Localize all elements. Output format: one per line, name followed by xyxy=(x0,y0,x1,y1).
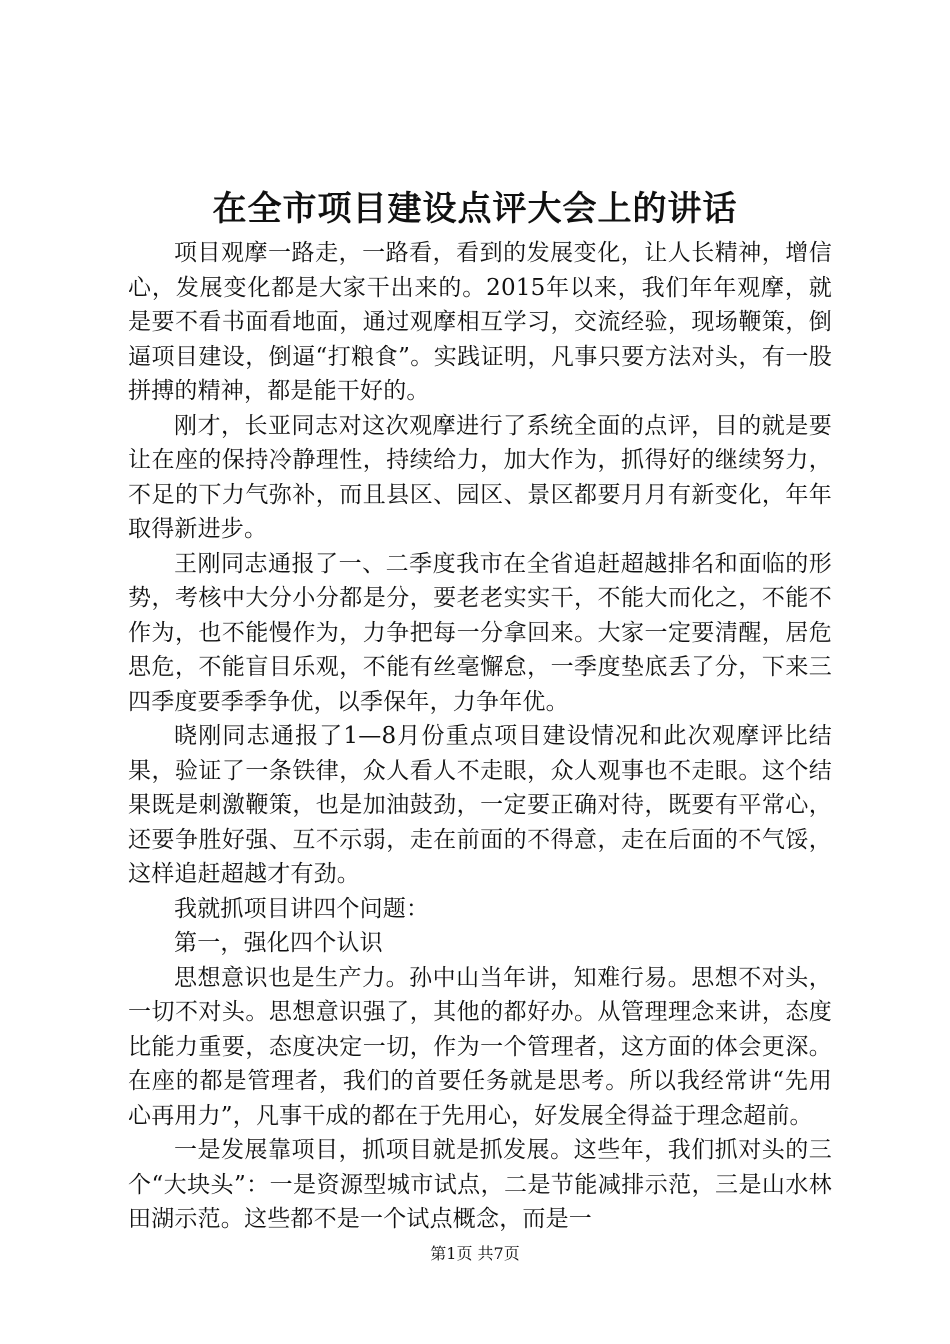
section-heading-1: 第一，强化四个认识 xyxy=(174,930,383,956)
paragraph-7: 一是发展靠项目，抓项目就是抓发展。这些年，我们抓对头的三个“大块头”：一是资源型城市试点，二是节能减排示范，三是山水林田湖示范。这些都不是一个试点概念，而是一 xyxy=(128,1137,832,1232)
paragraph-2: 刚才，长亚同志对这次观摩进行了系统全面的点评，目的就是要让在座的保持冷静理性，持续给力，加大作为，抓得好的继续努力，不足的下力气弥补，而且县区、园区、景区都要月月有新变化，年年取得新进步。 xyxy=(128,412,832,542)
document-title: 在全市项目建设点评大会上的讲话 xyxy=(212,189,738,229)
paragraph-4: 晓刚同志通报了1—8月份重点项目建设情况和此次观摩评比结果，验证了一条铁律，众人看人不走眼，众人观事也不走眼。这个结果既是刺激鞭策，也是加油鼓劲，一定要正确对待，既要有平常心，还要争胜好强、互不示弱，走在前面的不得意，走在后面的不气馁，这样追赶超越才有劲。 xyxy=(128,723,832,887)
page-number-footer: 第1页 共7页 xyxy=(430,1244,520,1263)
paragraph-3: 王刚同志通报了一、二季度我市在全省追赶超越排名和面临的形势，考核中大分小分都是分，要老老实实干，不能大而化之，不能不作为，也不能慢作为，力争把每一分拿回来。大家一定要清醒，居危思危，不能盲目乐观，不能有丝毫懈怠，一季度垫底丢了分，下来三四季度要季季争优，以季保年，力争年优。 xyxy=(128,550,832,715)
document-body xyxy=(128,236,832,1237)
paragraph-6: 思想意识也是生产力。孙中山当年讲，知难行易。思想不对头，一切不对头。思想意识强了，其他的都好办。从管理理念来讲，态度比能力重要，态度决定一切，作为一个管理者，这方面的体会更深。在座的都是管理者，我们的首要任务就是思考。所以我经常讲“先用心再用力”，凡事干成的都在于先用心，好发展全得益于理念超前。 xyxy=(128,964,832,1129)
paragraph-5: 我就抓项目讲四个问题： xyxy=(174,895,430,922)
paragraph-1: 项目观摩一路走，一路看，看到的发展变化，让人长精神，增信心，发展变化都是大家干出来的。2015年以来，我们年年观摩，就是要不看书面看地面，通过观摩相互学习，交流经验，现场鞭策，倒逼项目建设，倒逼“打粮食”。实践证明，凡事只要方法对头，有一股拼搏的精神，都是能干好的。 xyxy=(128,240,832,404)
